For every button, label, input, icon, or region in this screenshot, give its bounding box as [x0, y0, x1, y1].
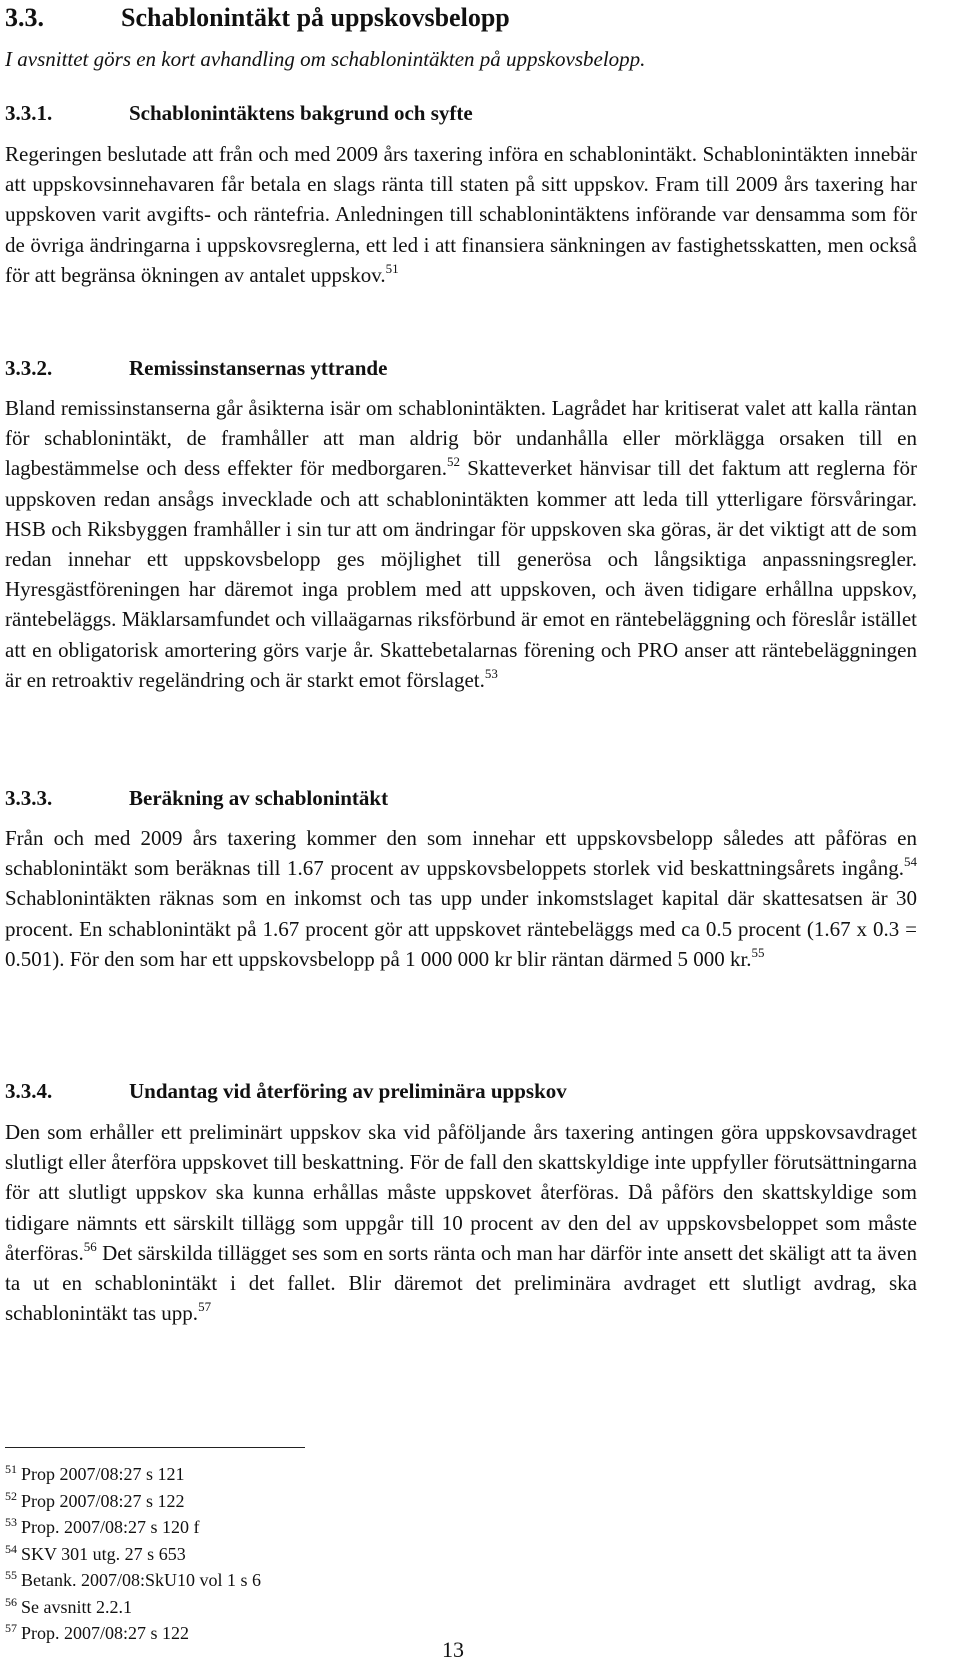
section-intro: I avsnittet görs en kort avhandling om schablonintäkten på uppskovsbelopp.	[5, 47, 646, 71]
footnote-text: Prop. 2007/08:27 s 120 f	[21, 1517, 200, 1537]
subsection-title: Undantag vid återföring av preliminära uppskov	[129, 1079, 567, 1103]
footnote-number: 52	[5, 1488, 17, 1503]
paragraph-referral-bodies	[5, 393, 917, 695]
footnote	[5, 1461, 261, 1488]
footnote-number: 56	[5, 1594, 17, 1609]
subsection-heading-3-3-2	[5, 353, 387, 383]
subsection-number: 3.3.3.	[5, 786, 53, 810]
paragraph-text: Den som erhåller ett preliminärt uppskov ska vid påföljande års taxering antingen göra uppskovsavdraget slutligt eller återföra uppskovet till beskattning. För de fall den skattskyldige inte uppfyller förutsättningarna för att slutligt uppskov ska kunna erhållas måste uppskovet återföras. Då påförs den skattskyldige som tidigare nämnts ett särskilt tillägg som uppgår till 10 procent av den del av uppskovsbeloppet som måste återföras.	[5, 1120, 917, 1265]
footnote-number: 53	[5, 1515, 17, 1529]
footnote-ref[interactable]: 57	[198, 1299, 212, 1315]
paragraph-background	[5, 139, 917, 290]
subsection-title: Beräkning av schablonintäkt	[129, 786, 389, 810]
footnote	[5, 1620, 261, 1647]
subsection-heading-3-3-4	[5, 1076, 567, 1106]
footnote-text: Prop 2007/08:27 s 122	[21, 1490, 185, 1511]
footnote-ref[interactable]: 52	[447, 454, 460, 470]
subsection-title: Remissinstansernas yttrande	[129, 356, 388, 380]
paragraph-text: Bland remissinstanserna går åsikterna isär om schablonintäkten. Lagrådet har kritiserat valet att kalla räntan för schablonintäkt, de framhåller att man aldrig bör undanhålla eller mörklägga orsaken till en lagbestämmelse och dess effekter för medborgaren.	[5, 396, 917, 481]
footnote	[5, 1567, 261, 1594]
footnote-number: 57	[5, 1621, 17, 1635]
footnote-number: 51	[5, 1462, 17, 1476]
paragraph-text: Det särskilda tillägget ses som en sorts ränta och man har därför inte ansett det skäligt att ta även ta ut en schablonintäkt i det fallet. Blir däremot det preliminära avdraget ett slutligt avdrag, ska schablonintäkt tas upp.	[5, 1240, 917, 1326]
footnote-text: Se avsnitt 2.2.1	[21, 1596, 132, 1617]
footnote-ref[interactable]: 55	[751, 944, 765, 960]
footnote-number: 54	[5, 1541, 17, 1556]
footnote	[5, 1514, 261, 1541]
footnote	[5, 1541, 261, 1568]
footnotes-list	[5, 1461, 261, 1647]
section-number: 3.3.	[5, 3, 44, 32]
section-heading	[5, 2, 510, 34]
paragraph-text: Skatteverket hänvisar till det faktum att reglerna för uppskoven redan ansågs invecklade och att schablonintäkten kommer att leda till ytterligare försvåringar. HSB och Riksbyggen framhåller i sin tur att om ändringar för uppskoven ska göras, är det viktigt att de som redan innehar ett uppskovsbelopp ges möjlighet till generösa och långsiktiga anpassningsregler. Hyresgästföreningen har däremot inga problem med att uppskoven, och även tidigare erhållna uppskov, räntebeläggs. Mäklarsamfundet och villaägarnas riksförbund är emot en räntebeläggning och föreslår istället att en obligatorisk amortering görs varje år. Skattebetalarnas förening och PRO anser att räntebeläggningen är en retroaktiv regeländring och är starkt emot förslaget.	[5, 456, 917, 692]
footnote-text: Prop 2007/08:27 s 121	[21, 1464, 185, 1484]
paragraph-calculation	[5, 823, 917, 974]
section-title: Schablonintäkt på uppskovsbelopp	[121, 3, 510, 32]
paragraph-exceptions	[5, 1117, 917, 1328]
footnote-ref[interactable]: 56	[83, 1238, 97, 1254]
footnote-ref[interactable]: 54	[904, 854, 917, 870]
subsection-number: 3.3.2.	[5, 356, 53, 380]
paragraph-text: Från och med 2009 års taxering kommer den som innehar ett uppskovsbelopp således att påföras en schablonintäkt som beräknas till 1.67 procent av uppskovsbeloppets storlek vid beskattningsårets ingång.	[5, 826, 917, 881]
subsection-number: 3.3.1.	[5, 101, 53, 125]
subsection-title: Schablonintäktens bakgrund och syfte	[129, 101, 473, 125]
footnote-text: SKV 301 utg. 27 s 653	[21, 1543, 186, 1564]
page-number: 13	[442, 1637, 464, 1662]
paragraph-text: Regeringen beslutade att från och med 2009 års taxering införa en schablonintäkt. Schablonintäkten innebär att uppskovsinnehavaren får betala en slags ränta till staten på sitt uppskov. Fram till 2009 års taxering har uppskoven varit avgifts- och räntefria. Anledningen till schablonintäktens införande var densamma som för de övriga ändringarna i uppskovsreglerna, ett led i att finansiera sänkningen av fastighetsskatten, men också för att begränsa ökningen av antalet uppskov.	[5, 142, 917, 287]
footnote-number: 55	[5, 1568, 17, 1582]
footnote-divider	[5, 1447, 305, 1448]
footnote-ref[interactable]: 51	[385, 260, 399, 276]
paragraph-text: Schablonintäkten räknas som en inkomst och tas upp under inkomstslaget kapital där skattesatsen är 30 procent. En schablonintäkt på 1.67 procent gör att uppskovet räntebeläggs med ca 0.5 procent (1.67 x 0.3 = 0.501). För den som har ett uppskovsbelopp på 1 000 000 kr blir räntan därmed 5 000 kr.	[5, 886, 917, 971]
footnote-text: Prop. 2007/08:27 s 122	[21, 1623, 190, 1643]
footnote-text: Betank. 2007/08:SkU10 vol 1 s 6	[21, 1570, 262, 1590]
subsection-heading-3-3-1	[5, 98, 473, 128]
footnote-ref[interactable]: 53	[484, 665, 498, 681]
footnote	[5, 1488, 261, 1515]
footnote	[5, 1594, 261, 1621]
subsection-heading-3-3-3	[5, 783, 388, 813]
subsection-number: 3.3.4.	[5, 1079, 53, 1103]
